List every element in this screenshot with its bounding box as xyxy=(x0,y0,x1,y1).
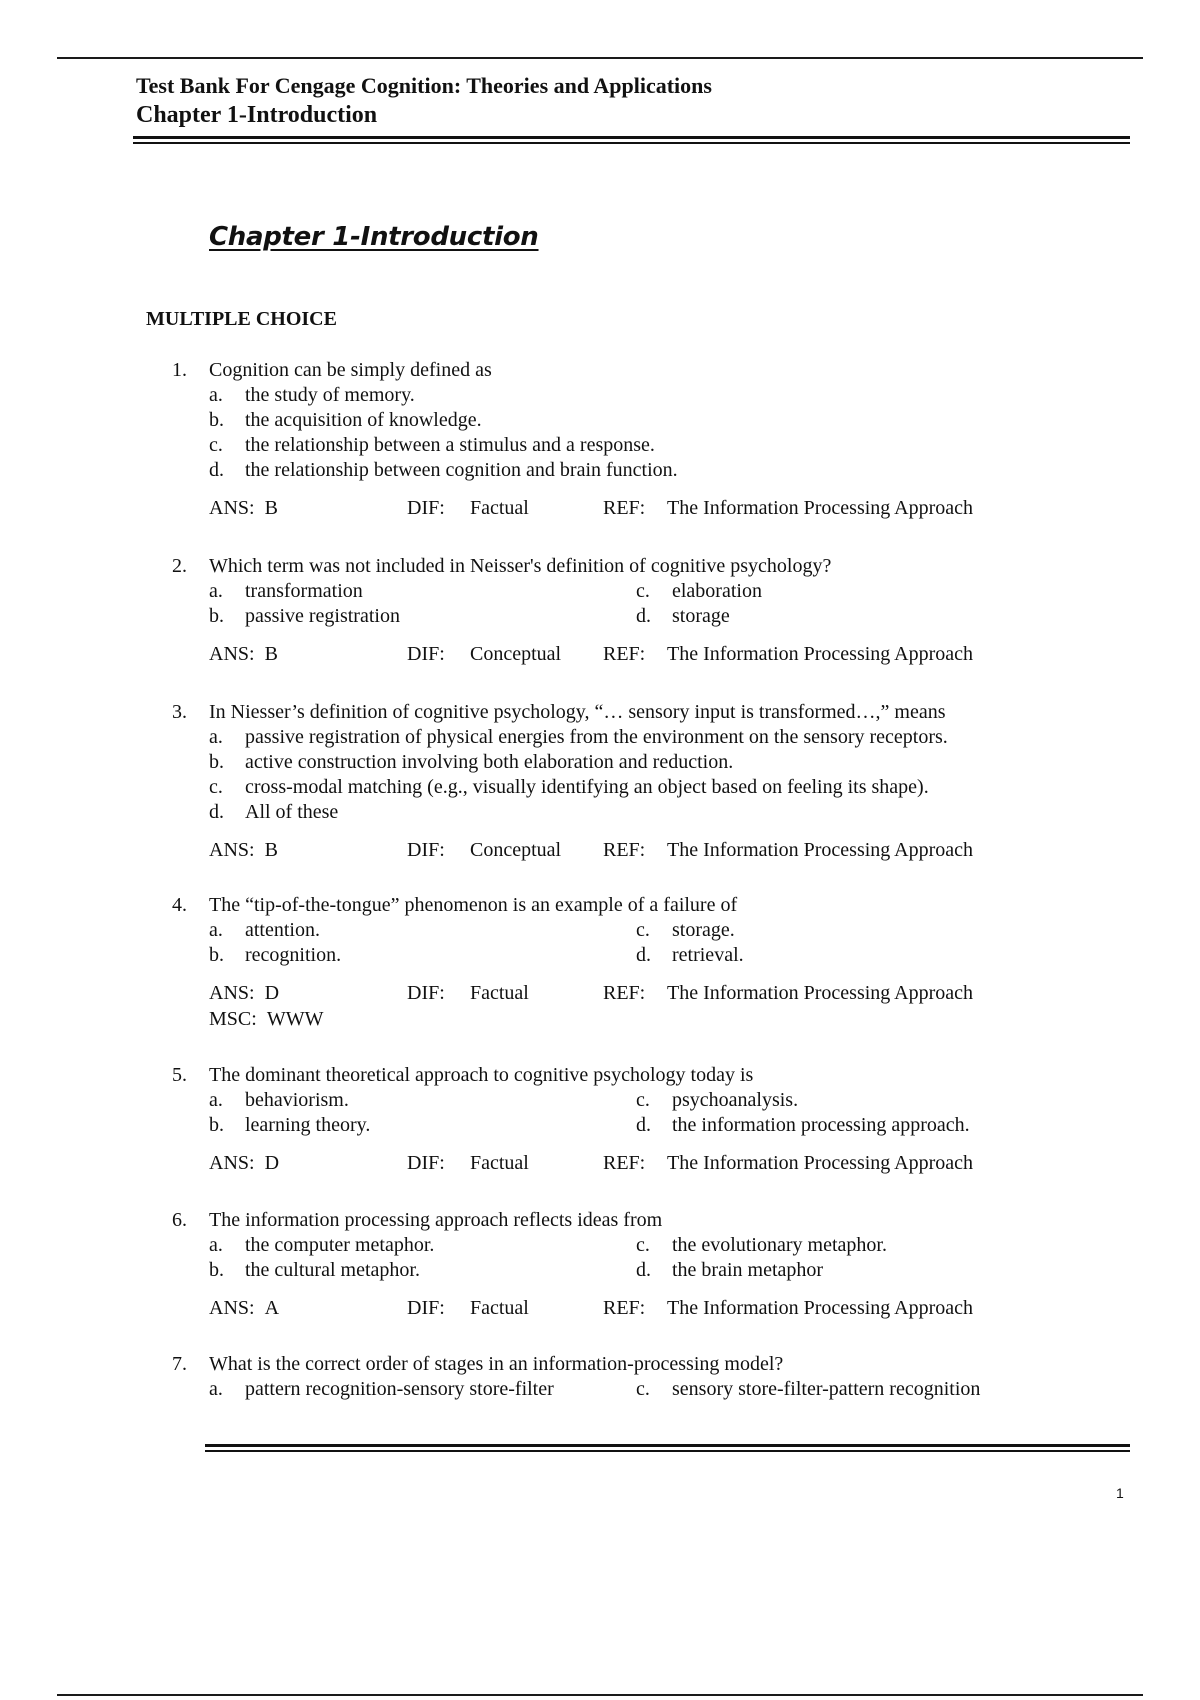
question-text: The “tip-of-the-tongue” phenomenon is an example of a failure of xyxy=(209,894,738,916)
answer-meta xyxy=(209,1150,1072,1176)
option-letter: a. xyxy=(209,384,223,406)
option-letter: b. xyxy=(209,409,224,431)
difficulty-value: Factual xyxy=(470,1152,529,1174)
option: d. the information processing approach. xyxy=(636,1114,970,1136)
option-text: learning theory. xyxy=(245,1114,371,1136)
option xyxy=(209,408,1072,433)
question-2 xyxy=(172,554,1072,667)
reference-value: The Information Processing Approach xyxy=(667,982,974,1004)
question-number: 5. xyxy=(172,1064,187,1086)
options-list xyxy=(209,725,1072,825)
difficulty-label: DIF: xyxy=(407,1297,445,1319)
question-number: 6. xyxy=(172,1209,187,1231)
option: a. the computer metaphor. xyxy=(209,1234,435,1256)
reference-value: The Information Processing Approach xyxy=(667,1297,974,1319)
option-letter: d. xyxy=(209,459,224,481)
reference-label: REF: xyxy=(603,982,646,1004)
question-stem xyxy=(172,700,1072,725)
option: b. learning theory. xyxy=(209,1114,371,1136)
option-text: the study of memory. xyxy=(245,384,415,406)
option: b. the cultural metaphor. xyxy=(209,1259,420,1281)
question-text: What is the correct order of stages in an information-processing model? xyxy=(209,1353,784,1375)
reference-value: The Information Processing Approach xyxy=(667,1152,974,1174)
question-number: 4. xyxy=(172,894,187,916)
difficulty-value: Factual xyxy=(470,982,529,1004)
option-text: recognition. xyxy=(245,944,342,966)
page-bottom-rule xyxy=(57,1694,1143,1696)
question-stem xyxy=(172,893,1072,918)
option-text: storage xyxy=(672,605,730,627)
difficulty-label: DIF: xyxy=(407,839,445,861)
option: a. pattern recognition-sensory store-filter xyxy=(209,1378,554,1400)
answer: ANS: B xyxy=(209,839,278,861)
option-text: transformation xyxy=(245,580,363,602)
option: a. behaviorism. xyxy=(209,1089,349,1111)
options-grid xyxy=(209,918,1072,968)
question-number: 3. xyxy=(172,701,187,723)
header-subtitle: Chapter 1-Introduction xyxy=(136,102,378,128)
question-7 xyxy=(172,1352,1072,1402)
difficulty-value: Conceptual xyxy=(470,643,562,665)
options-grid xyxy=(209,1088,1072,1138)
option-text: the evolutionary metaphor. xyxy=(672,1234,887,1256)
question-number: 7. xyxy=(172,1353,187,1375)
answer-meta xyxy=(209,641,1072,667)
reference-value: The Information Processing Approach xyxy=(667,643,974,665)
question-stem xyxy=(172,1063,1072,1088)
answer: ANS: B xyxy=(209,643,278,665)
option-letter: c. xyxy=(209,434,223,456)
option: c. cross-modal matching (e.g., visually identifying an object based on feeling its shape). xyxy=(209,776,929,798)
difficulty-label: DIF: xyxy=(407,1152,445,1174)
option: a. transformation xyxy=(209,580,363,602)
option: b. active construction involving both elaboration and reduction. xyxy=(209,751,734,773)
question-stem xyxy=(172,358,1072,383)
option: d. the brain metaphor xyxy=(636,1259,824,1281)
page-number: 1 xyxy=(1116,1485,1124,1501)
page-top-rule xyxy=(57,57,1143,59)
difficulty-value: Conceptual xyxy=(470,839,562,861)
reference-label: REF: xyxy=(603,497,646,519)
option: d. All of these xyxy=(209,801,339,823)
answer: ANS: A xyxy=(209,1297,280,1319)
difficulty-label: DIF: xyxy=(407,643,445,665)
difficulty-value: Factual xyxy=(470,1297,529,1319)
question-text: Cognition can be simply defined as xyxy=(209,359,492,381)
option-text: the computer metaphor. xyxy=(245,1234,435,1256)
answer: ANS: D xyxy=(209,982,280,1004)
answer-meta xyxy=(209,837,1072,863)
option xyxy=(209,383,1072,408)
header-double-rule xyxy=(133,136,1130,144)
difficulty-value: Factual xyxy=(470,497,529,519)
option-text: storage. xyxy=(672,919,735,941)
option-text: cross-modal matching (e.g., visually identifying an object based on feeling its shape). xyxy=(245,776,929,798)
option: c. psychoanalysis. xyxy=(636,1089,799,1111)
option-text: All of these xyxy=(245,801,339,823)
option: c. elaboration xyxy=(636,580,762,602)
answer-meta xyxy=(209,1295,1072,1321)
options-grid xyxy=(209,579,1072,629)
question-text: Which term was not included in Neisser's definition of cognitive psychology? xyxy=(209,555,832,577)
option: d. retrieval. xyxy=(636,944,744,966)
difficulty-label: DIF: xyxy=(407,982,445,1004)
option: c. sensory store-filter-pattern recognition xyxy=(636,1378,981,1400)
question-6 xyxy=(172,1208,1072,1321)
option xyxy=(209,433,1072,458)
answer: ANS: D xyxy=(209,1152,280,1174)
question-4 xyxy=(172,893,1072,1032)
option-text: passive registration xyxy=(245,605,400,627)
question-stem xyxy=(172,554,1072,579)
section-title: MULTIPLE CHOICE xyxy=(146,308,337,330)
answer-meta xyxy=(209,495,1072,521)
option-text: the relationship between a stimulus and a response. xyxy=(245,434,655,456)
option: c. the evolutionary metaphor. xyxy=(636,1234,887,1256)
option-text: psychoanalysis. xyxy=(672,1089,799,1111)
answer: ANS: B xyxy=(209,497,278,519)
question-text: The information processing approach reflects ideas from xyxy=(209,1209,663,1231)
question-stem xyxy=(172,1352,1072,1377)
option-text: the relationship between cognition and brain function. xyxy=(245,459,678,481)
reference-label: REF: xyxy=(603,643,646,665)
question-text: The dominant theoretical approach to cognitive psychology today is xyxy=(209,1064,754,1086)
option-text: the brain metaphor xyxy=(672,1259,824,1281)
option-text: behaviorism. xyxy=(245,1089,349,1111)
option-text: active construction involving both elaboration and reduction. xyxy=(245,751,734,773)
reference-value: The Information Processing Approach xyxy=(667,497,974,519)
reference-label: REF: xyxy=(603,1297,646,1319)
question-stem xyxy=(172,1208,1072,1233)
question-number: 2. xyxy=(172,555,187,577)
answer-meta xyxy=(209,980,1072,1032)
option: b. passive registration xyxy=(209,605,400,627)
difficulty-label: DIF: xyxy=(407,497,445,519)
option-text: passive registration of physical energies from the environment on the sensory receptors. xyxy=(245,726,948,748)
question-number: 1. xyxy=(172,359,187,381)
option: d. storage xyxy=(636,605,730,627)
msc: MSC: WWW xyxy=(209,1008,324,1030)
question-1 xyxy=(172,358,1072,521)
chapter-title: Chapter 1-Introduction xyxy=(209,222,539,252)
option-text: sensory store-filter-pattern recognition xyxy=(672,1378,981,1400)
option: a. passive registration of physical energies from the environment on the sensory receptors. xyxy=(209,726,948,748)
question-text: In Niesser’s definition of cognitive psychology, “… sensory input is transformed…,” means xyxy=(209,701,946,723)
option: c. storage. xyxy=(636,919,735,941)
question-3 xyxy=(172,700,1072,863)
footer-double-rule xyxy=(205,1444,1130,1452)
options-grid xyxy=(209,1377,1072,1402)
option-text: the acquisition of knowledge. xyxy=(245,409,482,431)
option: b. recognition. xyxy=(209,944,342,966)
document-header xyxy=(136,72,1130,130)
option-text: attention. xyxy=(245,919,320,941)
option-text: the information processing approach. xyxy=(672,1114,970,1136)
option xyxy=(209,458,1072,483)
question-5 xyxy=(172,1063,1072,1176)
reference-label: REF: xyxy=(603,839,646,861)
option-text: the cultural metaphor. xyxy=(245,1259,420,1281)
reference-value: The Information Processing Approach xyxy=(667,839,974,861)
option: a. attention. xyxy=(209,919,320,941)
options-list xyxy=(209,383,1072,483)
option-text: pattern recognition-sensory store-filter xyxy=(245,1378,554,1400)
reference-label: REF: xyxy=(603,1152,646,1174)
options-grid xyxy=(209,1233,1072,1283)
header-title: Test Bank For Cengage Cognition: Theories and Applications xyxy=(136,73,712,98)
option-text: retrieval. xyxy=(672,944,744,966)
option-text: elaboration xyxy=(672,580,762,602)
